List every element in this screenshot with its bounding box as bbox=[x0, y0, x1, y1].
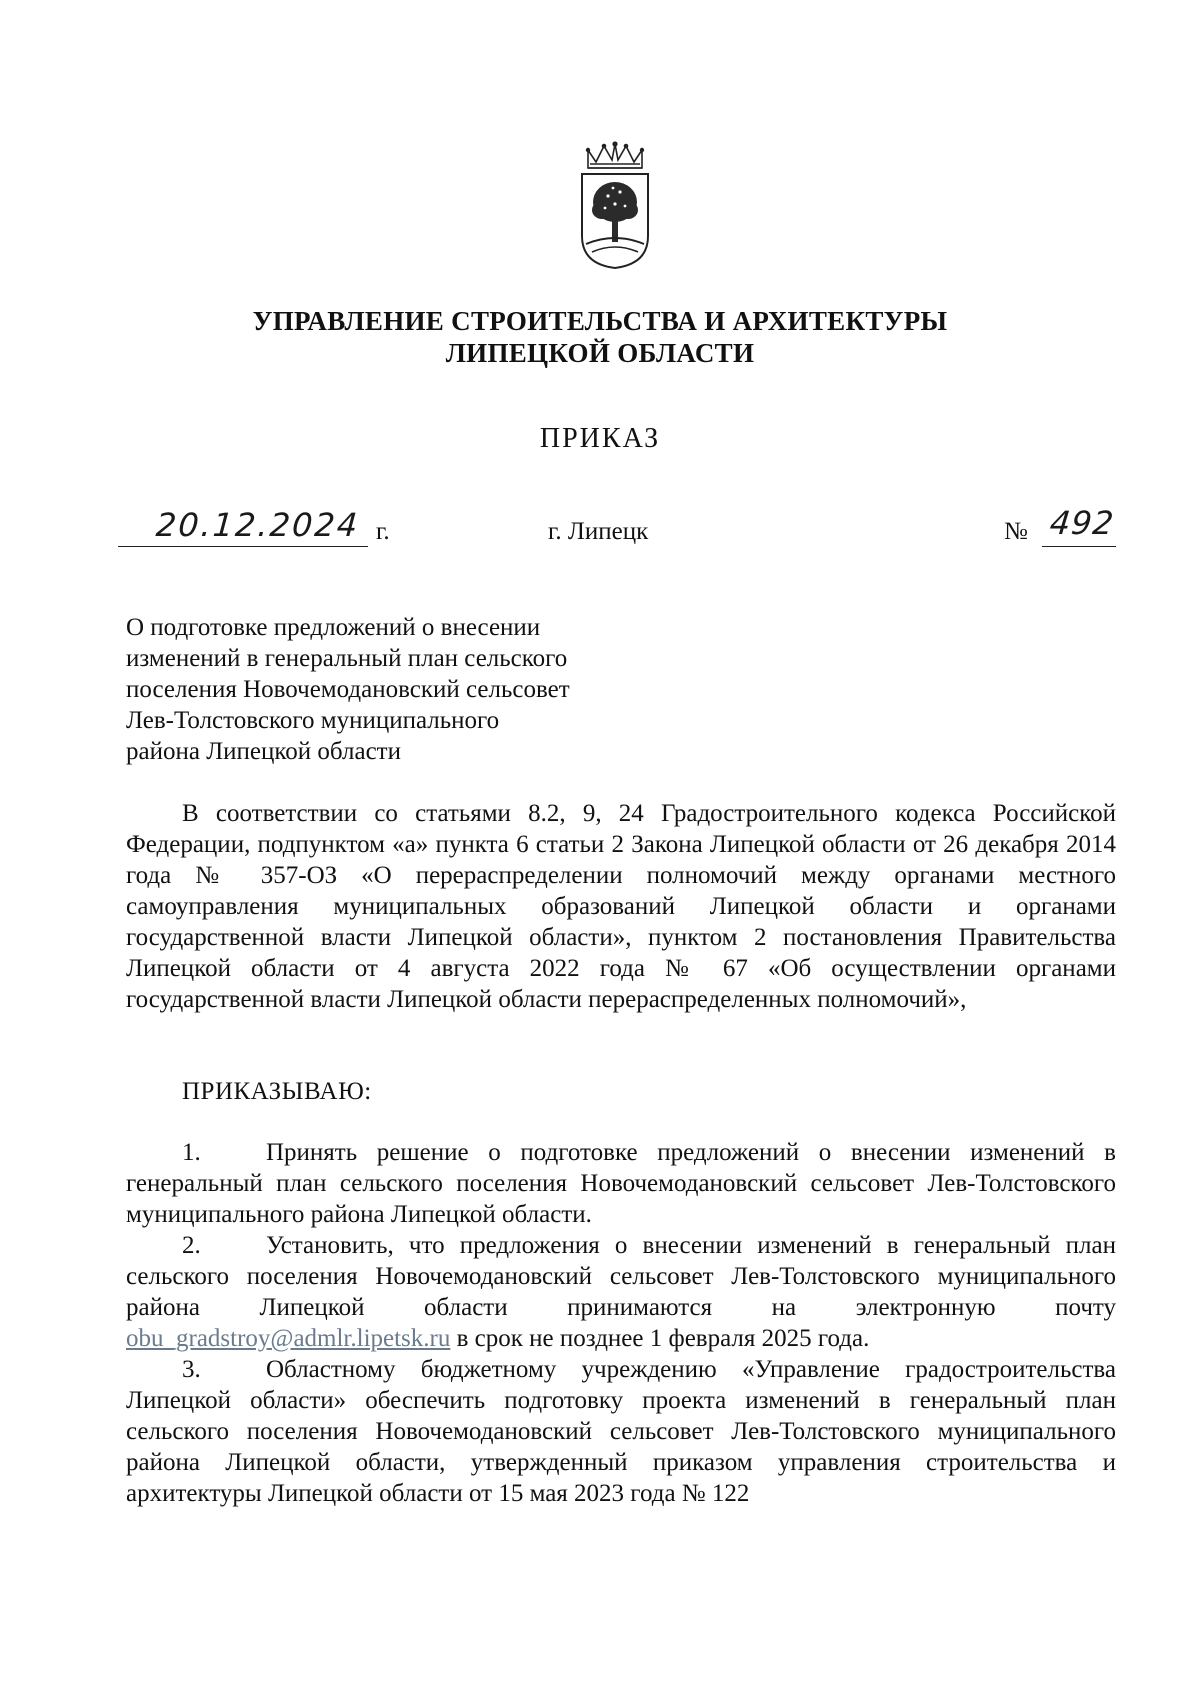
email-link[interactable]: obu_gradstroy@admlr.lipetsk.ru bbox=[126, 1325, 451, 1352]
item-text: Установить, что предложения о внесении изменений в генеральный план сельского поселения Новочемодановский сельсовет Лев-Толстовского муниципального района Липецкой области принимаются на электронную почту bbox=[126, 1232, 1116, 1321]
order-item-2 bbox=[126, 1230, 1116, 1354]
order-item-1 bbox=[126, 1137, 1116, 1230]
item-text-after: в срок не позднее 1 февраля 2025 года. bbox=[450, 1325, 870, 1352]
date-field bbox=[118, 504, 368, 547]
order-keyword: ПРИКАЗЫВАЮ: bbox=[182, 1078, 372, 1105]
city-label: г. Липецк bbox=[548, 518, 649, 545]
subject-line: О подготовке предложений о внесении bbox=[126, 614, 541, 641]
subject-line: изменений в генеральный план сельского bbox=[126, 645, 568, 672]
number-field bbox=[1042, 504, 1116, 547]
order-subject bbox=[126, 612, 646, 767]
order-items bbox=[126, 1137, 1116, 1509]
item-number: 3. bbox=[182, 1356, 201, 1383]
handwritten-number: 492 bbox=[1048, 504, 1117, 542]
preamble-paragraph: В соответствии со статьями 8.2, 9, 24 Градостроительного кодекса Российской Федерации, подпунктом «а» пункта 6 статьи 2 Закона Липецкой области от 26 декабря 2014 года № 357-ОЗ «О перераспределении полномочий между органами местного самоуправления муниципальных образований Липецкой области и органами государственной власти Липецкой области», пунктом 2 постановления Правительства Липецкой области от 4 августа 2022 года № 67 «Об осуществлении органами государственной власти Липецкой области перераспределенных полномочий», bbox=[126, 800, 1116, 1013]
subject-line: поселения Новочемодановский сельсовет bbox=[126, 676, 570, 703]
item-text: Областному бюджетному учреждению «Управление градостроительства Липецкой области» обеспечить подготовку проекта изменений в генеральный план сельского поселения Новочемодановский сельсовет Лев-Толстовского муниципального района Липецкой области, утвержденный приказом управления строительства и архитектуры Липецкой области от 15 мая 2023 года № 122 bbox=[126, 1356, 1116, 1507]
subject-line: Лев-Толстовского муниципального bbox=[126, 707, 500, 734]
date-number-line bbox=[0, 500, 1200, 560]
handwritten-date: 20.12.2024 bbox=[154, 506, 361, 544]
subject-line: района Липецкой области bbox=[126, 738, 401, 765]
item-text: Принять решение о подготовке предложений о внесении изменений в генеральный план сельского поселения Новочемодановский сельсовет Лев-Толстовского муниципального района Липецкой области. bbox=[126, 1139, 1116, 1228]
document-type-title: ПРИКАЗ bbox=[539, 423, 661, 454]
item-number: 1. bbox=[182, 1139, 201, 1166]
order-item-3 bbox=[126, 1354, 1116, 1509]
coat-of-arms-icon bbox=[578, 140, 652, 270]
organization-name-line2: ЛИПЕЦКОЙ ОБЛАСТИ bbox=[445, 338, 755, 368]
number-sign: № bbox=[1004, 518, 1028, 545]
year-suffix: г. bbox=[376, 518, 390, 545]
item-number: 2. bbox=[182, 1232, 201, 1259]
organization-name-line1: УПРАВЛЕНИЕ СТРОИТЕЛЬСТВА И АРХИТЕКТУРЫ bbox=[252, 306, 948, 336]
